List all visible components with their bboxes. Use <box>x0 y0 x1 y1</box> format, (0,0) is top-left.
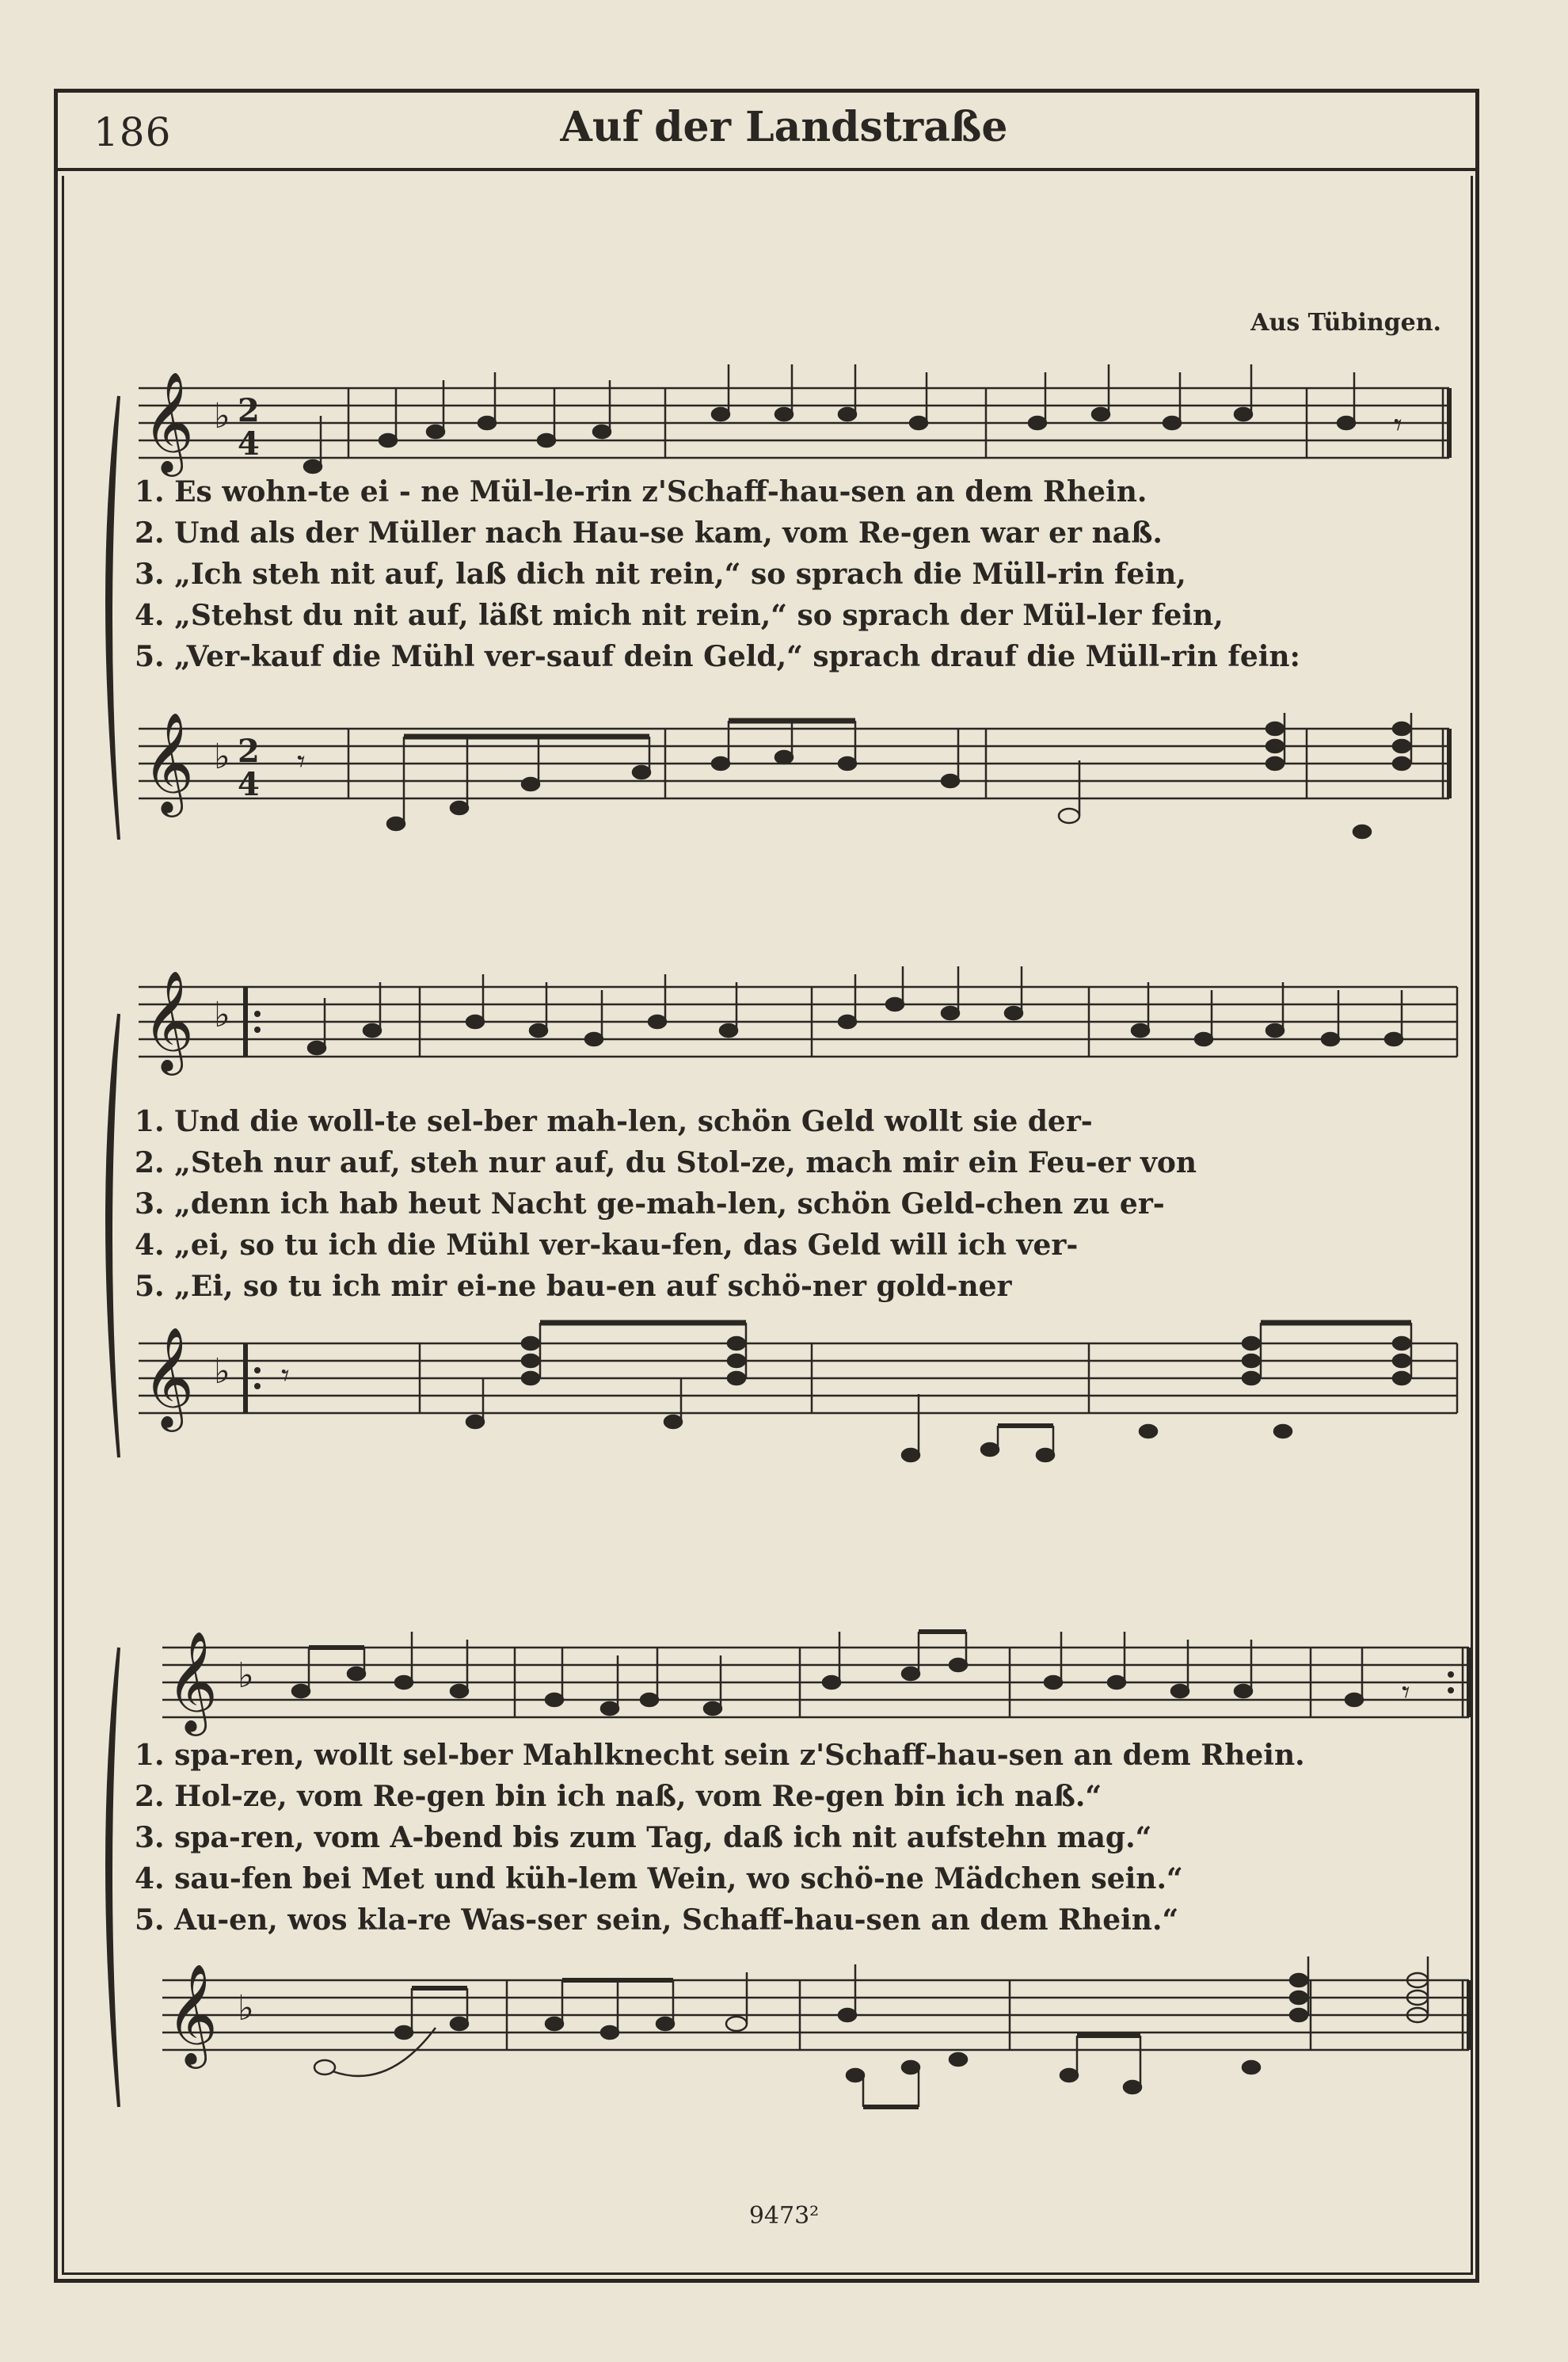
lyric-line: 1. Es wohn-te ei - ne Mül-le-rin z'Schaff-hau-sen an dem Rhein. <box>135 475 1147 509</box>
lyric-line: 1. spa-ren, wollt sel-ber Mahlknecht sein z'Schaff-hau-sen an dem Rhein. <box>135 1739 1305 1772</box>
lyric-line: 1. Und die woll-te sel-ber mah-len, schön Geld wollt sie der- <box>135 1105 1093 1138</box>
lyrics-block-2 <box>135 1101 1481 1307</box>
lyric-line: 2. „Steh nur auf, steh nur auf, du Stol-ze, mach mir ein Feu-er von <box>135 1146 1197 1179</box>
svg-text:𝄞: 𝄞 <box>143 711 195 813</box>
svg-text:♭: ♭ <box>238 1988 254 2029</box>
lyric-line: 5. „Ver-kauf die Mühl ver-sauf dein Geld,“ sprach drauf die Müll-rin fein: <box>135 640 1300 673</box>
song-origin: Aus Tübingen. <box>1250 309 1441 337</box>
svg-text:♭: ♭ <box>214 396 230 436</box>
lyric-line: 4. „ei, so tu ich die Mühl ver-kau-fen, das Geld will ich ver- <box>135 1229 1079 1262</box>
svg-text:♭: ♭ <box>214 995 230 1035</box>
svg-text:𝄞: 𝄞 <box>143 371 195 472</box>
svg-text:𝄾: 𝄾 <box>297 744 306 780</box>
svg-text:𝄞: 𝄞 <box>143 1326 195 1427</box>
svg-text:𝄾: 𝄾 <box>1402 1674 1410 1711</box>
lyric-line: 4. sau-fen bei Met und küh-lem Wein, wo schö-ne Mädchen sein.“ <box>135 1862 1183 1895</box>
svg-text:𝄾: 𝄾 <box>281 1358 290 1394</box>
svg-text:𝄞: 𝄞 <box>143 970 195 1071</box>
svg-text:4: 4 <box>238 425 260 463</box>
svg-text:4: 4 <box>238 766 260 803</box>
lyric-line: 2. Hol-ze, vom Re-gen bin ich naß, vom Re-gen bin ich naß.“ <box>135 1780 1102 1813</box>
lyrics-block-3 <box>135 1735 1481 1941</box>
lyric-line: 3. spa-ren, vom A-bend bis zum Tag, daß ich nit aufstehn mag.“ <box>135 1821 1152 1854</box>
lyric-line: 5. Au-en, wos kla-re Was-ser sein, Schaff-hau-sen an dem Rhein.“ <box>135 1903 1179 1937</box>
lyric-line: 5. „Ei, so tu ich mir ei-ne bau-en auf schö-ner gold-ner <box>135 1270 1012 1303</box>
lyric-line: 2. Und als der Müller nach Hau-se kam, vom Re-gen war er naß. <box>135 516 1163 550</box>
lyric-line: 3. „denn ich hab heut Nacht ge-mah-len, schön Geld-chen zu er- <box>135 1187 1165 1221</box>
svg-text:𝄞: 𝄞 <box>166 1963 219 2064</box>
catalog-number: 9473² <box>748 2202 820 2230</box>
lyric-line: 4. „Stehst du nit auf, läßt mich nit rein,“ so sprach der Mül-ler fein, <box>135 599 1224 632</box>
page-title: Auf der Landstraße <box>560 103 1008 151</box>
svg-text:♭: ♭ <box>214 1351 230 1392</box>
page-number: 186 <box>93 109 172 155</box>
svg-text:𝄾: 𝄾 <box>1394 407 1402 444</box>
lyric-line: 3. „Ich steh nit auf, laß dich nit rein,“ so sprach die Müll-rin fein, <box>135 558 1186 591</box>
header-rule <box>54 168 1479 171</box>
lyrics-block-1 <box>135 471 1481 677</box>
svg-text:♭: ♭ <box>214 737 230 777</box>
svg-text:♭: ♭ <box>238 1655 254 1696</box>
svg-text:2: 2 <box>238 392 260 429</box>
svg-text:2: 2 <box>238 733 260 770</box>
svg-text:𝄞: 𝄞 <box>166 1630 219 1731</box>
